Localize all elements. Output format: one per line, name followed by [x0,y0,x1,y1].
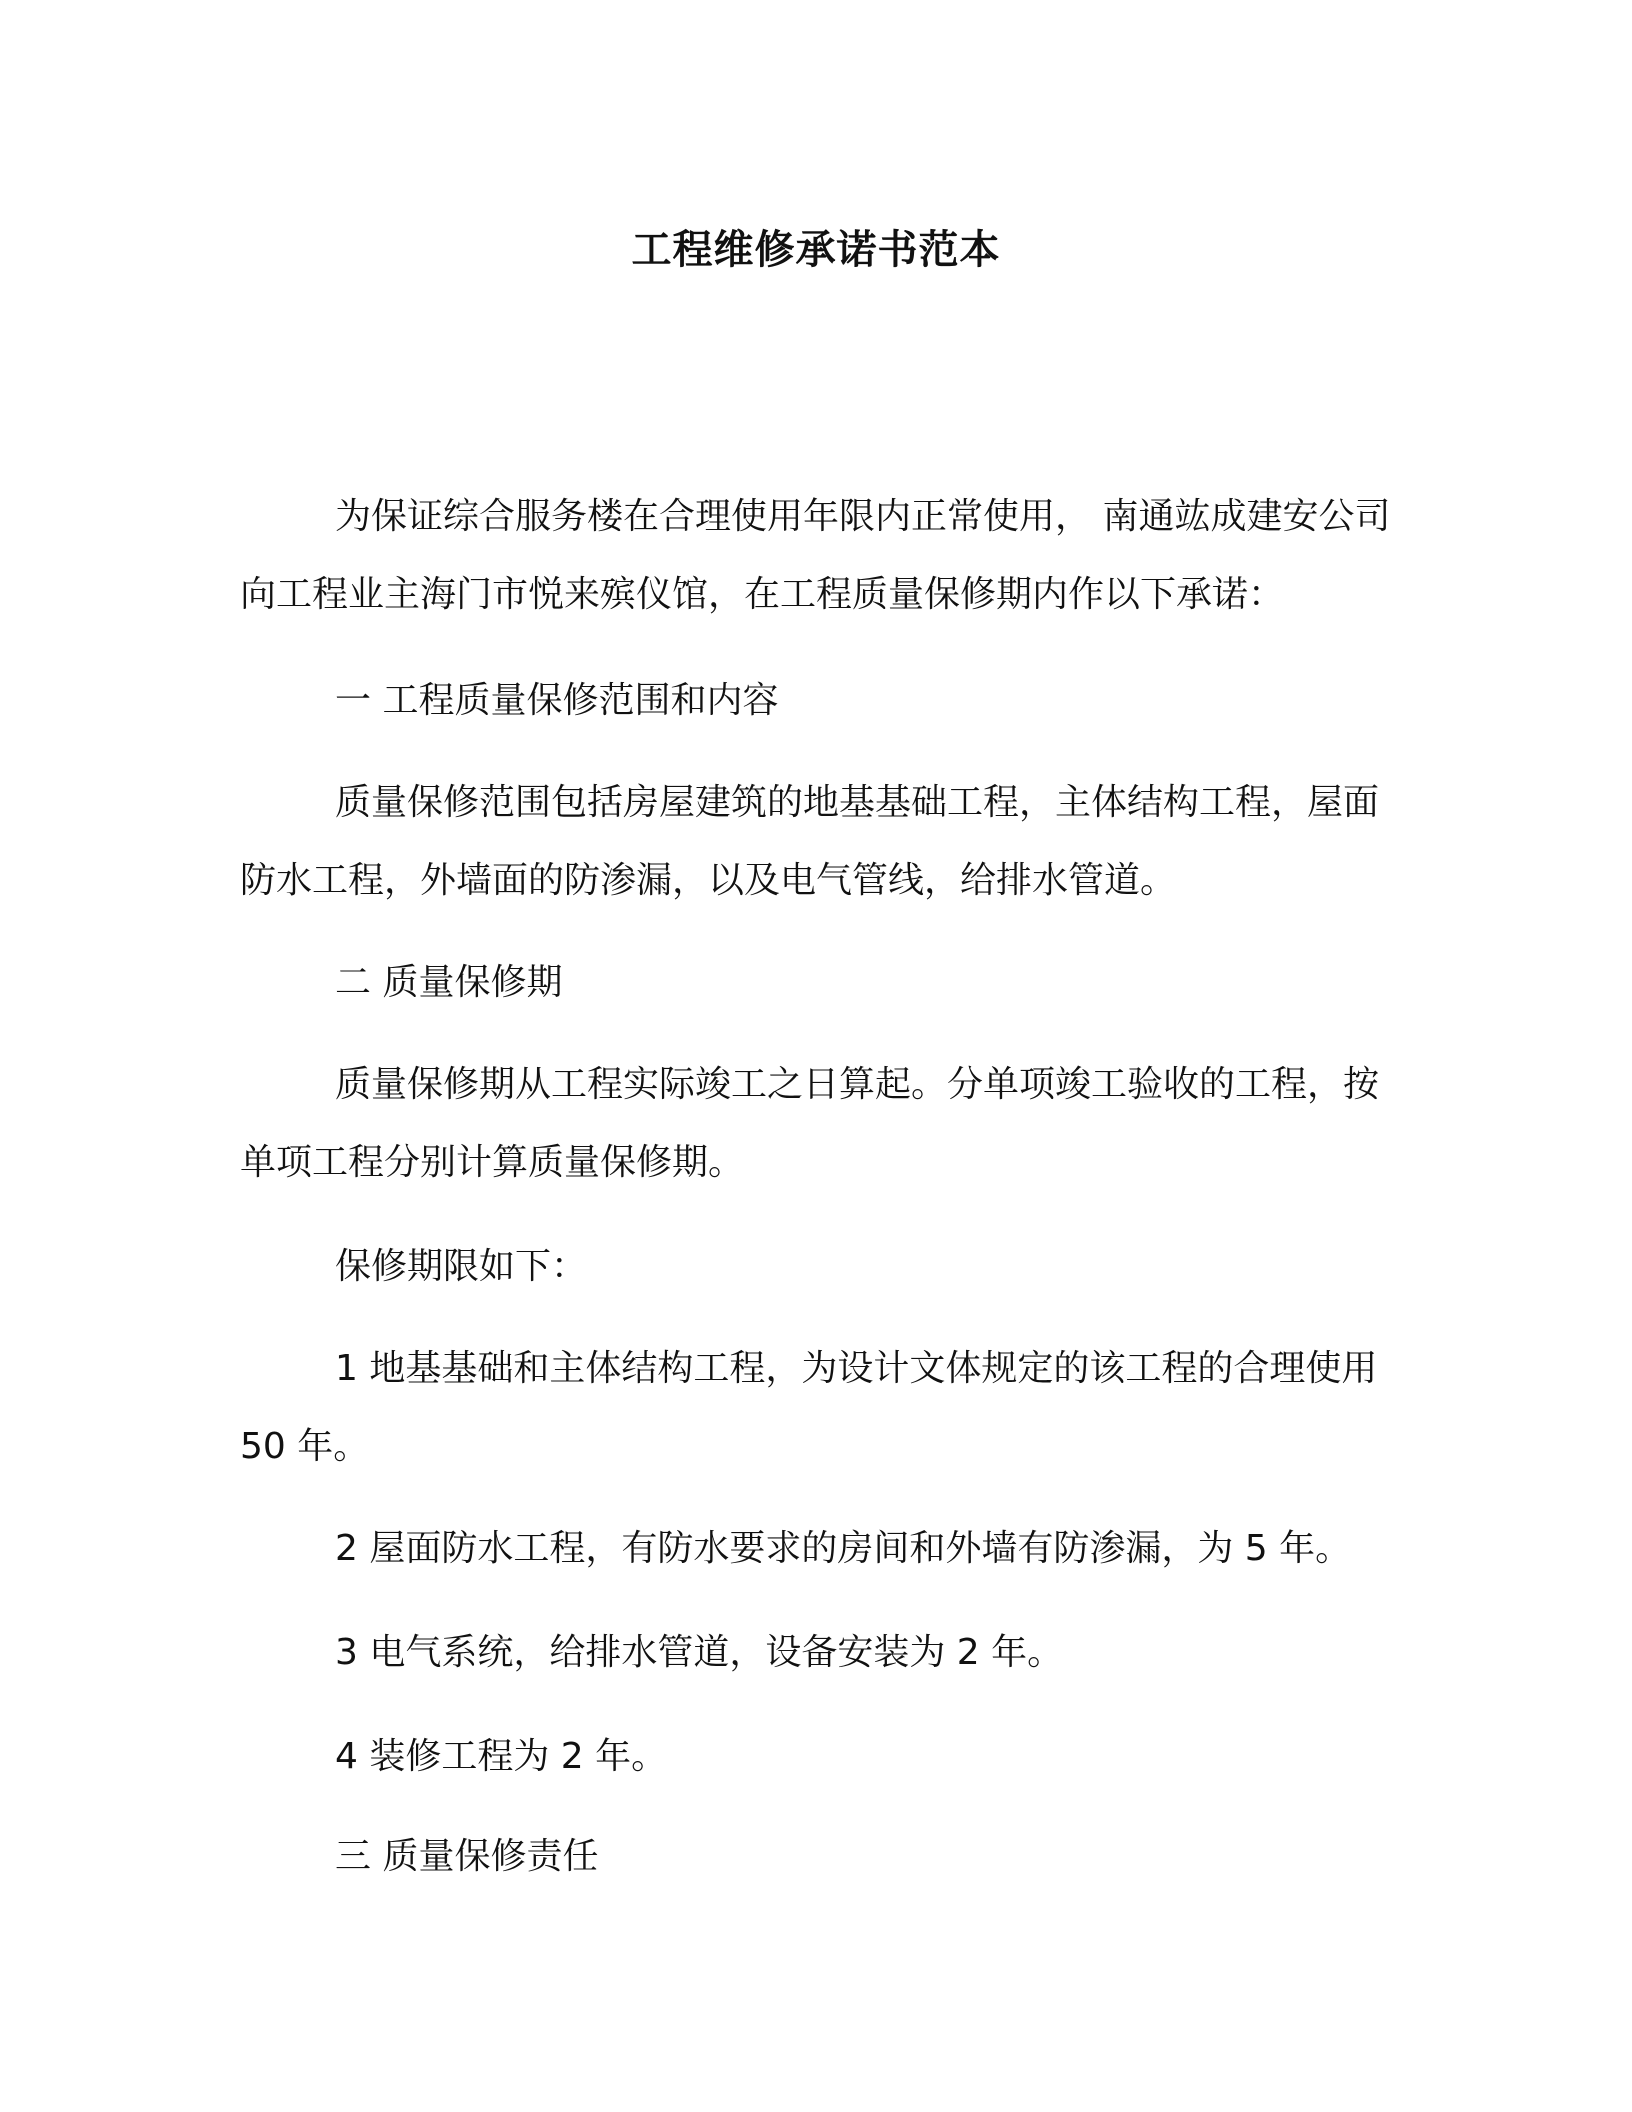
section-heading-responsibility: 三 质量保修责任 [335,1836,599,1877]
scope-paragraph: 质量保修范围包括房屋建筑的地基基础工程，主体结构工程，屋面防水工程，外墙面的防渗漏，以及电气管线，给排水管道。 [240,782,1380,901]
section-heading-scope: 一 工程质量保修范围和内容 [335,680,779,721]
warranty-item-1: 1 地基基础和主体结构工程，为设计文体规定的该工程的合理使用 50 年。 [240,1348,1378,1467]
warranty-terms-intro: 保修期限如下： [335,1246,588,1287]
warranty-item-3: 3 电气系统，给排水管道，设备安装为 2 年。 [335,1632,1064,1673]
warranty-period-paragraph: 质量保修期从工程实际竣工之日算起。分单项竣工验收的工程，按单项工程分别计算质量保修期。 [240,1064,1380,1183]
intro-paragraph: 为保证综合服务楼在合理使用年限内正常使用， 南通竑成建安公司向工程业主海门市悦来殡仪馆，在工程质量保修期内作以下承诺： [240,496,1391,615]
document-title: 工程维修承诺书范本 [631,227,1001,273]
warranty-item-4: 4 装修工程为 2 年。 [335,1736,668,1777]
warranty-item-2: 2 屋面防水工程，有防水要求的房间和外墙有防渗漏，为 5 年。 [335,1528,1352,1569]
section-heading-warranty-period: 二 质量保修期 [335,962,563,1003]
